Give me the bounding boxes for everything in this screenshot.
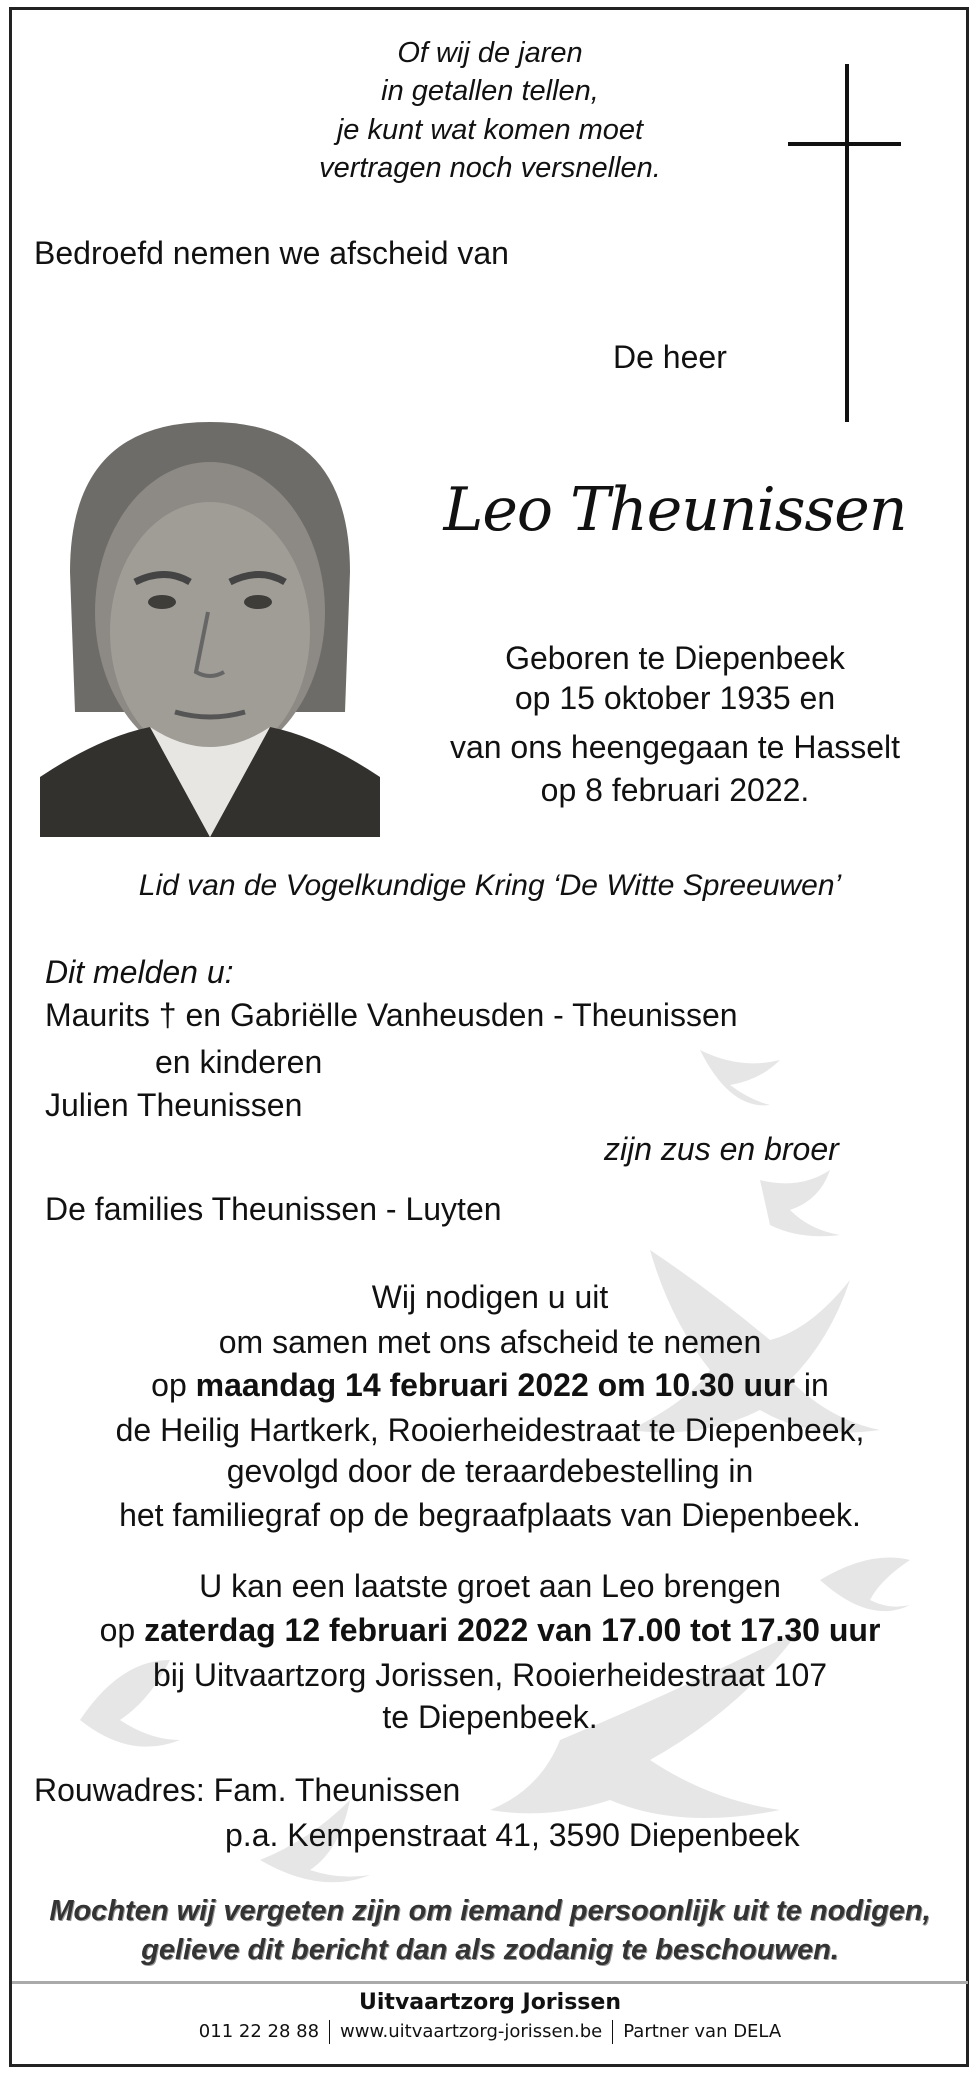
poem-line: in getallen tellen, (381, 75, 599, 107)
address-line: Rouwadres: Fam. Theunissen (34, 1772, 461, 1808)
birth-death-line: op 15 oktober 1935 en (514, 680, 836, 716)
honorific: De heer (613, 339, 727, 375)
footer-divider (12, 1981, 968, 1984)
announcer-line: Julien Theunissen (45, 1087, 303, 1123)
poem-line: je kunt wat komen moet (336, 114, 644, 146)
poem-line: vertragen noch versnellen. (319, 152, 661, 184)
birth-death-line: van ons heengegaan te Hasselt (449, 729, 901, 765)
text: op (151, 1367, 196, 1403)
cross-icon-bar (788, 142, 901, 146)
partner-text: Partner van DELA (623, 2021, 782, 2042)
invitation-line: Wij nodigen u uit (371, 1279, 609, 1315)
invitation-line: gevolgd door de teraardebestelling in (226, 1453, 754, 1489)
invitation-line: om samen met ons afscheid te nemen (218, 1324, 762, 1360)
text: in (795, 1367, 829, 1403)
phone-number: 011 22 28 88 (198, 2021, 320, 2042)
visitation-line: te Diepenbeek. (382, 1699, 598, 1735)
invitation-line: het familiegraf op de begraafplaats van Diepenbeek. (119, 1497, 861, 1533)
birth-death-line: Geboren te Diepenbeek (505, 640, 845, 676)
funeral-date: maandag 14 februari 2022 om 10.30 uur (195, 1367, 796, 1403)
text: op (99, 1612, 145, 1648)
footer-contact (0, 2018, 980, 2046)
announcer-line: en kinderen (155, 1044, 323, 1080)
membership-text: Lid van de Vogelkundige Kring ‘De Witte Spreeuwen’ (138, 869, 842, 902)
visitation-line: bij Uitvaartzorg Jorissen, Rooierheidestraat 107 (152, 1657, 828, 1693)
deceased-name: Leo Theunissen (443, 475, 907, 545)
invitation-date-line (0, 1365, 980, 1405)
visitation-date: zaterdag 12 februari 2022 van 17.00 tot 17.30 uur (144, 1612, 881, 1648)
relation-text: zijn zus en broer (604, 1131, 839, 1167)
closing-line: Mochten wij vergeten zijn om iemand persoonlijk uit te nodigen, (49, 1895, 931, 1927)
website-link[interactable]: www.uitvaartzorg-jorissen.be (340, 2021, 603, 2042)
visitation-line: U kan een laatste groet aan Leo brengen (199, 1568, 781, 1604)
announcer-line: De families Theunissen - Luyten (45, 1191, 502, 1227)
funeral-home-name: Uitvaartzorg Jorissen (359, 1990, 621, 2015)
closing-line: gelieve dit bericht dan als zodanig te beschouwen. (141, 1934, 839, 1966)
divider (329, 2020, 330, 2044)
announcer-line: Maurits † en Gabriëlle Vanheusden - Theunissen (45, 997, 738, 1033)
announcers-heading: Dit melden u: (45, 954, 234, 990)
cross-icon (845, 64, 849, 422)
intro-text: Bedroefd nemen we afscheid van (34, 235, 509, 271)
portrait-photo (40, 412, 380, 837)
visitation-date-line (0, 1610, 980, 1650)
invitation-line: de Heilig Hartkerk, Rooierheidestraat te Diepenbeek, (115, 1412, 865, 1448)
divider (612, 2020, 613, 2044)
poem-line: Of wij de jaren (397, 37, 583, 69)
birth-death-line: op 8 februari 2022. (540, 772, 810, 808)
address-line: p.a. Kempenstraat 41, 3590 Diepenbeek (225, 1817, 800, 1853)
